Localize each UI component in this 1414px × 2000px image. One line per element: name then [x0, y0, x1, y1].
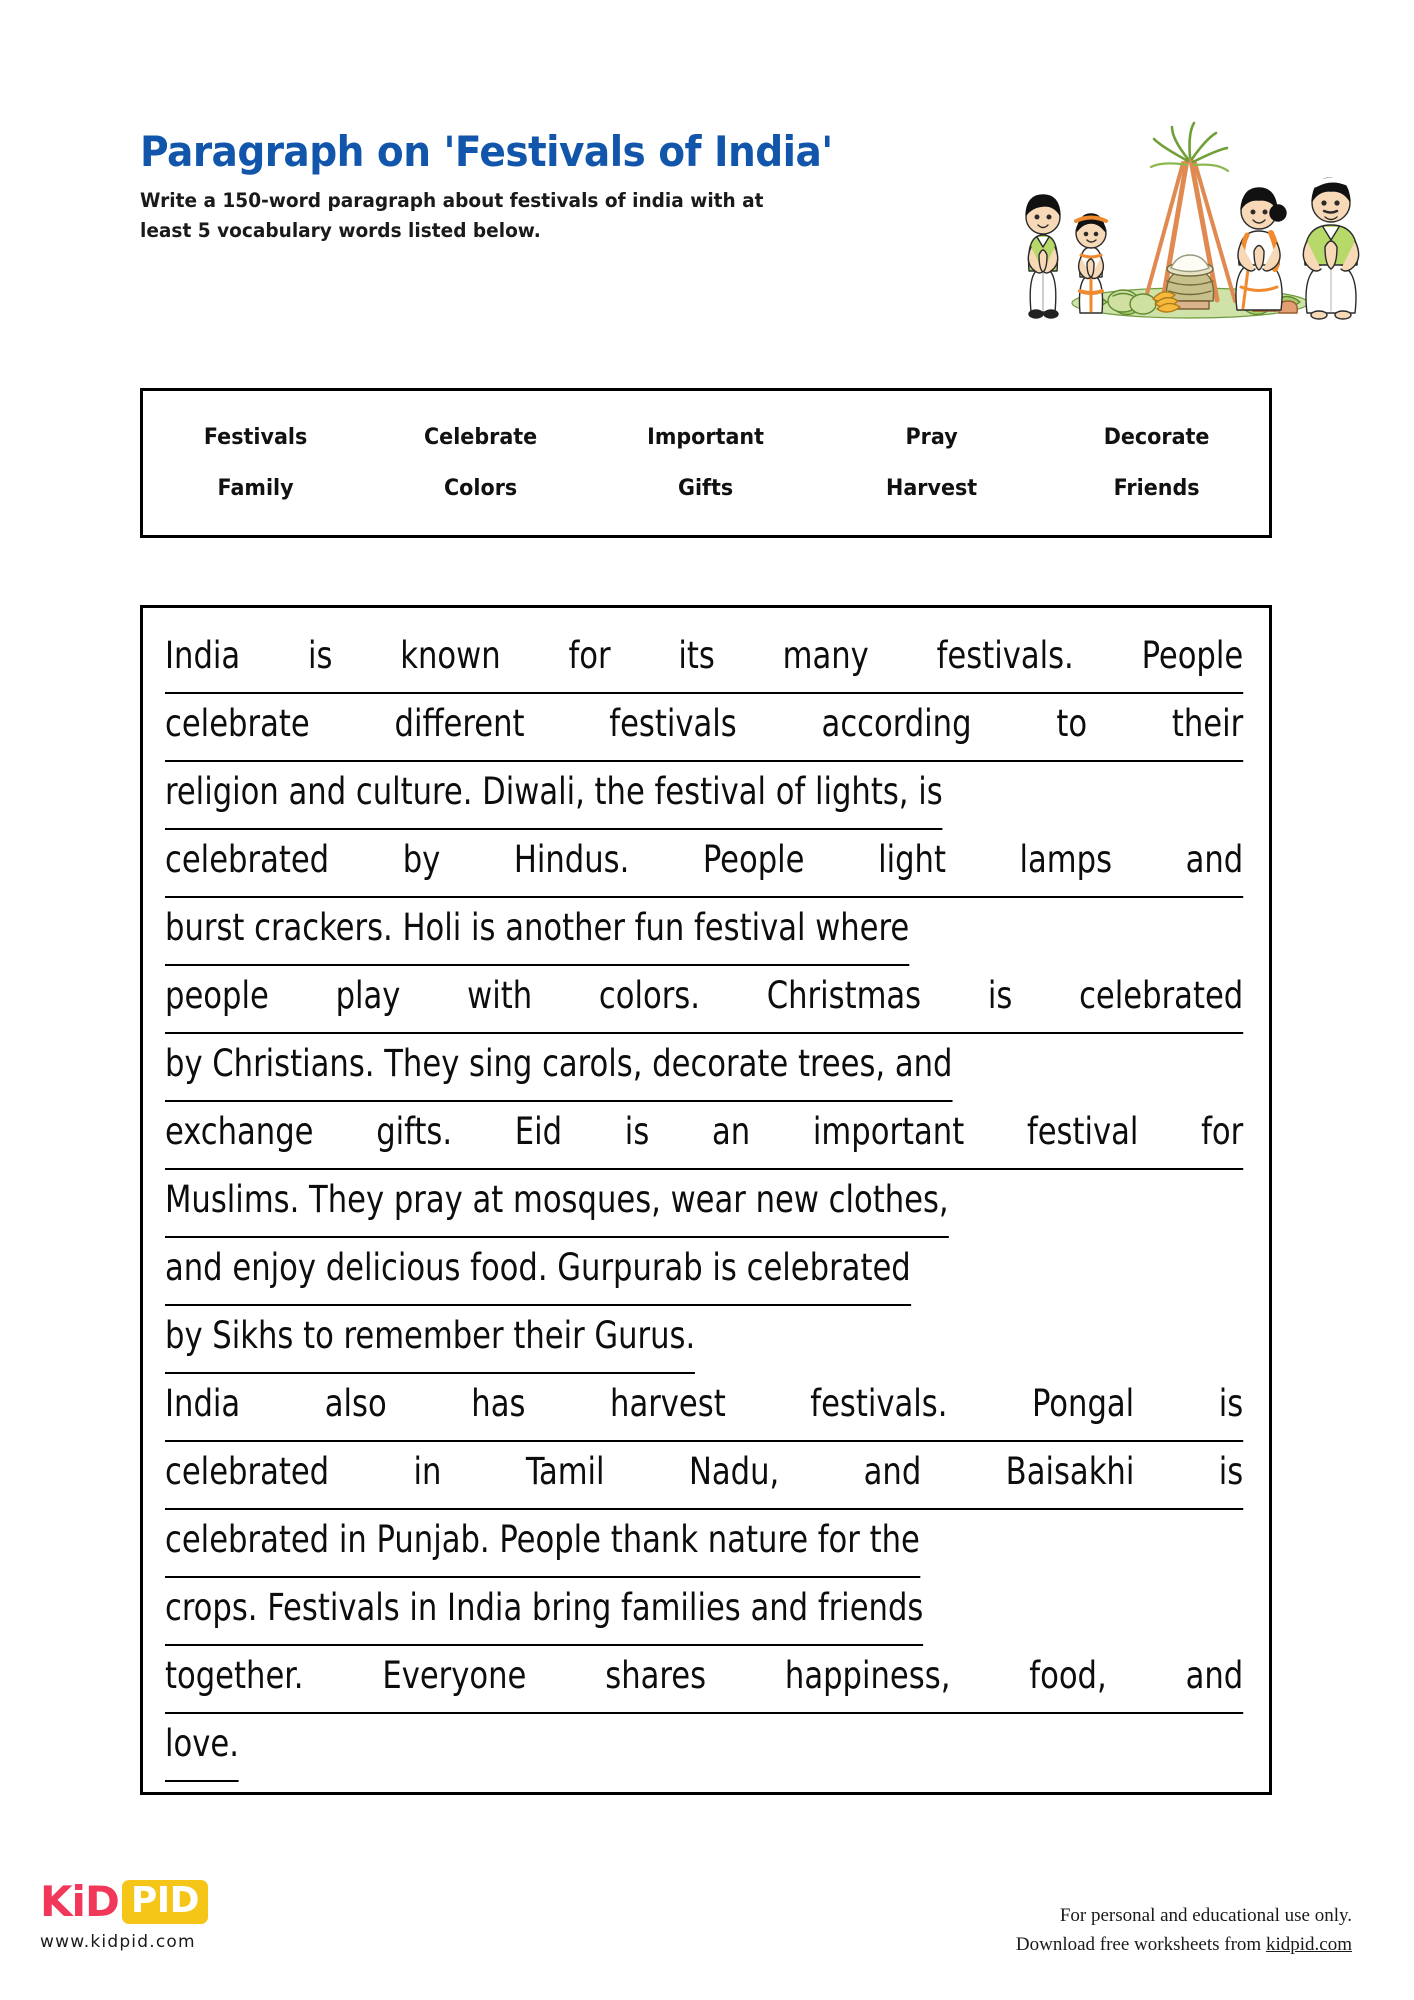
answer-line [165, 1642, 1244, 1710]
logo-kid-text: KiD [40, 1877, 119, 1926]
logo-pid-text: PID [130, 1880, 199, 1921]
kidpid-logo [40, 1877, 300, 1952]
answer-line-text: celebrated in Tamil Nadu, and Baisakhi is [165, 1438, 1243, 1510]
footer-note-line2 [1016, 1931, 1352, 1960]
vocabulary-row [143, 425, 1269, 450]
answer-line [165, 962, 1244, 1030]
answer-line [165, 1166, 1160, 1234]
vocabulary-word: Gifts [678, 476, 734, 501]
vocabulary-row [143, 476, 1269, 501]
answer-line-text: Muslims. They pray at mosques, wear new clothes, [165, 1166, 949, 1238]
pongal-harvest-festival-illustration [995, 105, 1385, 320]
answer-line-text: religion and culture. Diwali, the festival of lights, is [165, 758, 943, 830]
answer-line [165, 1030, 1160, 1098]
vocabulary-word: Important [647, 425, 765, 450]
footer-note-line1: For personal and educational use only. [1059, 1905, 1352, 1926]
answer-line-text: crops. Festivals in India bring families and friends [165, 1574, 923, 1646]
footer-note [1016, 1902, 1352, 1959]
answer-line [165, 1506, 1160, 1574]
vocabulary-word: Celebrate [424, 425, 538, 450]
answer-line-text: India also has harvest festivals. Pongal is [165, 1370, 1243, 1442]
footer-note-prefix: Download free worksheets from [1015, 1933, 1266, 1955]
answer-line [165, 758, 1160, 826]
answer-line-text: love. [165, 1710, 239, 1782]
answer-line [165, 1710, 1160, 1778]
vocabulary-word: Festivals [203, 425, 308, 450]
kidpid-link[interactable]: kidpid.com [1265, 1933, 1352, 1955]
answer-line-text: India is known for its many festivals. People [165, 622, 1243, 694]
answer-line [165, 690, 1244, 758]
answer-line [165, 622, 1244, 690]
answer-line [165, 1302, 1160, 1370]
answer-line [165, 1098, 1244, 1166]
answer-line-text: celebrate different festivals according to their [165, 690, 1243, 762]
answer-line [165, 894, 1160, 962]
header [140, 127, 1040, 247]
answer-line [165, 1438, 1244, 1506]
answer-line-text: together. Everyone shares happiness, food, and [165, 1642, 1243, 1714]
answer-line [165, 1234, 1160, 1302]
logo-pid-badge [122, 1880, 208, 1924]
vocabulary-word: Friends [1113, 476, 1200, 501]
logo-wordmark [40, 1877, 300, 1926]
answer-line-text: and enjoy delicious food. Gurpurab is celebrated [165, 1234, 911, 1306]
paragraph-answer-box[interactable] [140, 605, 1272, 1795]
vocabulary-word: Colors [444, 476, 518, 501]
vocabulary-word: Decorate [1103, 425, 1210, 450]
vocabulary-word: Family [217, 476, 294, 501]
answer-line-text: by Christians. They sing carols, decorate trees, and [165, 1030, 953, 1102]
answer-line-text: celebrated in Punjab. People thank nature for the [165, 1506, 920, 1578]
answer-line-text: burst crackers. Holi is another fun festival where [165, 894, 909, 966]
answer-line-text: celebrated by Hindus. People light lamps and [165, 826, 1243, 898]
answer-line [165, 1574, 1160, 1642]
vocabulary-word: Harvest [885, 476, 977, 501]
vocabulary-word-bank [140, 388, 1272, 538]
instructions-text: Write a 150-word paragraph about festivals of india with at least 5 vocabulary words listed below. [140, 189, 764, 243]
answer-line-text: people play with colors. Christmas is celebrated [165, 962, 1243, 1034]
answer-line-text: exchange gifts. Eid is an important festival for [165, 1098, 1243, 1170]
answer-line [165, 1370, 1244, 1438]
page-title: Paragraph on 'Festivals of India' [140, 127, 833, 176]
logo-website-url: www.kidpid.com [40, 1932, 196, 1952]
answer-line-text: by Sikhs to remember their Gurus. [165, 1302, 695, 1374]
answer-line [165, 826, 1244, 894]
vocabulary-word: Pray [905, 425, 958, 450]
